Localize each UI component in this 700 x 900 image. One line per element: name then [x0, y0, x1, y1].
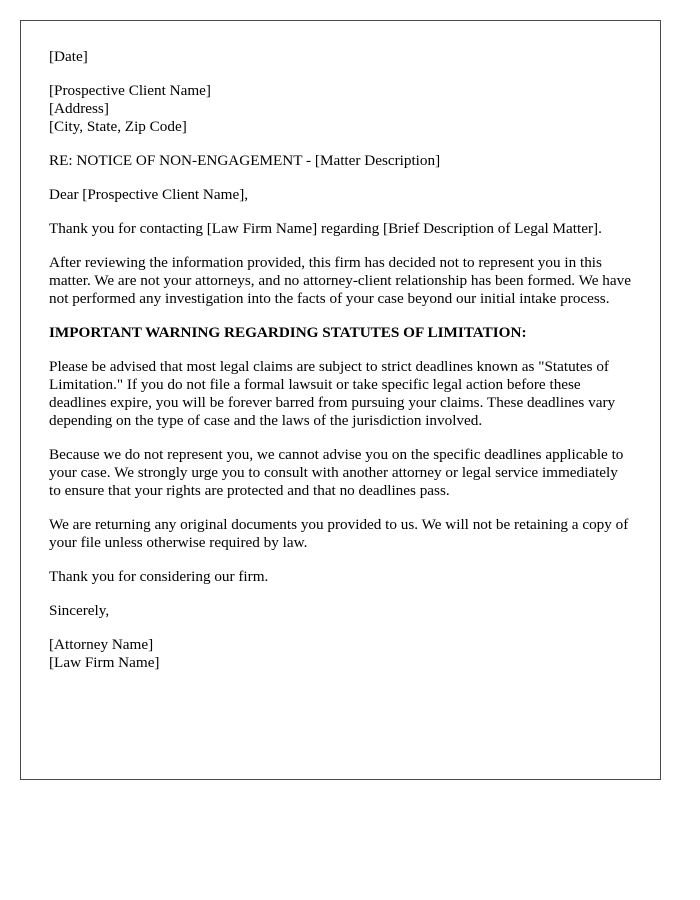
- recipient-address-block: [49, 82, 632, 136]
- advice-paragraph: Because we do not represent you, we cannot advise you on the specific deadlines applicable to your case. We strongly urge you to consult with another attorney or legal service immediately to ensure that your rights are protected and that no deadlines pass.: [49, 446, 624, 499]
- decision-paragraph: After reviewing the information provided, this firm has decided not to represent you in this matter. We are not your attorneys, and no attorney-client relationship has been formed. We have not performed any investigation into the facts of your case beyond our initial intake process.: [49, 254, 631, 307]
- letter-date: [Date]: [49, 48, 88, 65]
- attorney-name: [Attorney Name]: [49, 636, 154, 653]
- firm-name: [Law Firm Name]: [49, 654, 160, 671]
- warning-heading: IMPORTANT WARNING REGARDING STATUTES OF LIMITATION:: [49, 324, 527, 341]
- salutation: Dear [Prospective Client Name],: [49, 186, 249, 203]
- recipient-city-state-zip: [City, State, Zip Code]: [49, 118, 187, 135]
- recipient-address: [Address]: [49, 100, 109, 117]
- recipient-name: [Prospective Client Name]: [49, 82, 211, 99]
- intro-paragraph: Thank you for contacting [Law Firm Name] regarding [Brief Description of Legal Matter].: [49, 220, 602, 237]
- letter-page: [20, 20, 661, 780]
- thanks-line: Thank you for considering our firm.: [49, 568, 269, 585]
- subject-line: RE: NOTICE OF NON-ENGAGEMENT - [Matter Description]: [49, 152, 441, 169]
- warning-paragraph: Please be advised that most legal claims are subject to strict deadlines known as "Statutes of Limitation." If you do not file a formal lawsuit or take specific legal action before these deadlines expire, you will be forever barred from pursuing your claims. These deadlines vary depending on the type of case and the laws of the jurisdiction involved.: [49, 358, 616, 429]
- closing-line: Sincerely,: [49, 602, 110, 619]
- signature-block: [49, 636, 632, 672]
- date-block: [49, 48, 632, 66]
- documents-paragraph: We are returning any original documents you provided to us. We will not be retaining a copy of your file unless otherwise required by law.: [49, 516, 629, 551]
